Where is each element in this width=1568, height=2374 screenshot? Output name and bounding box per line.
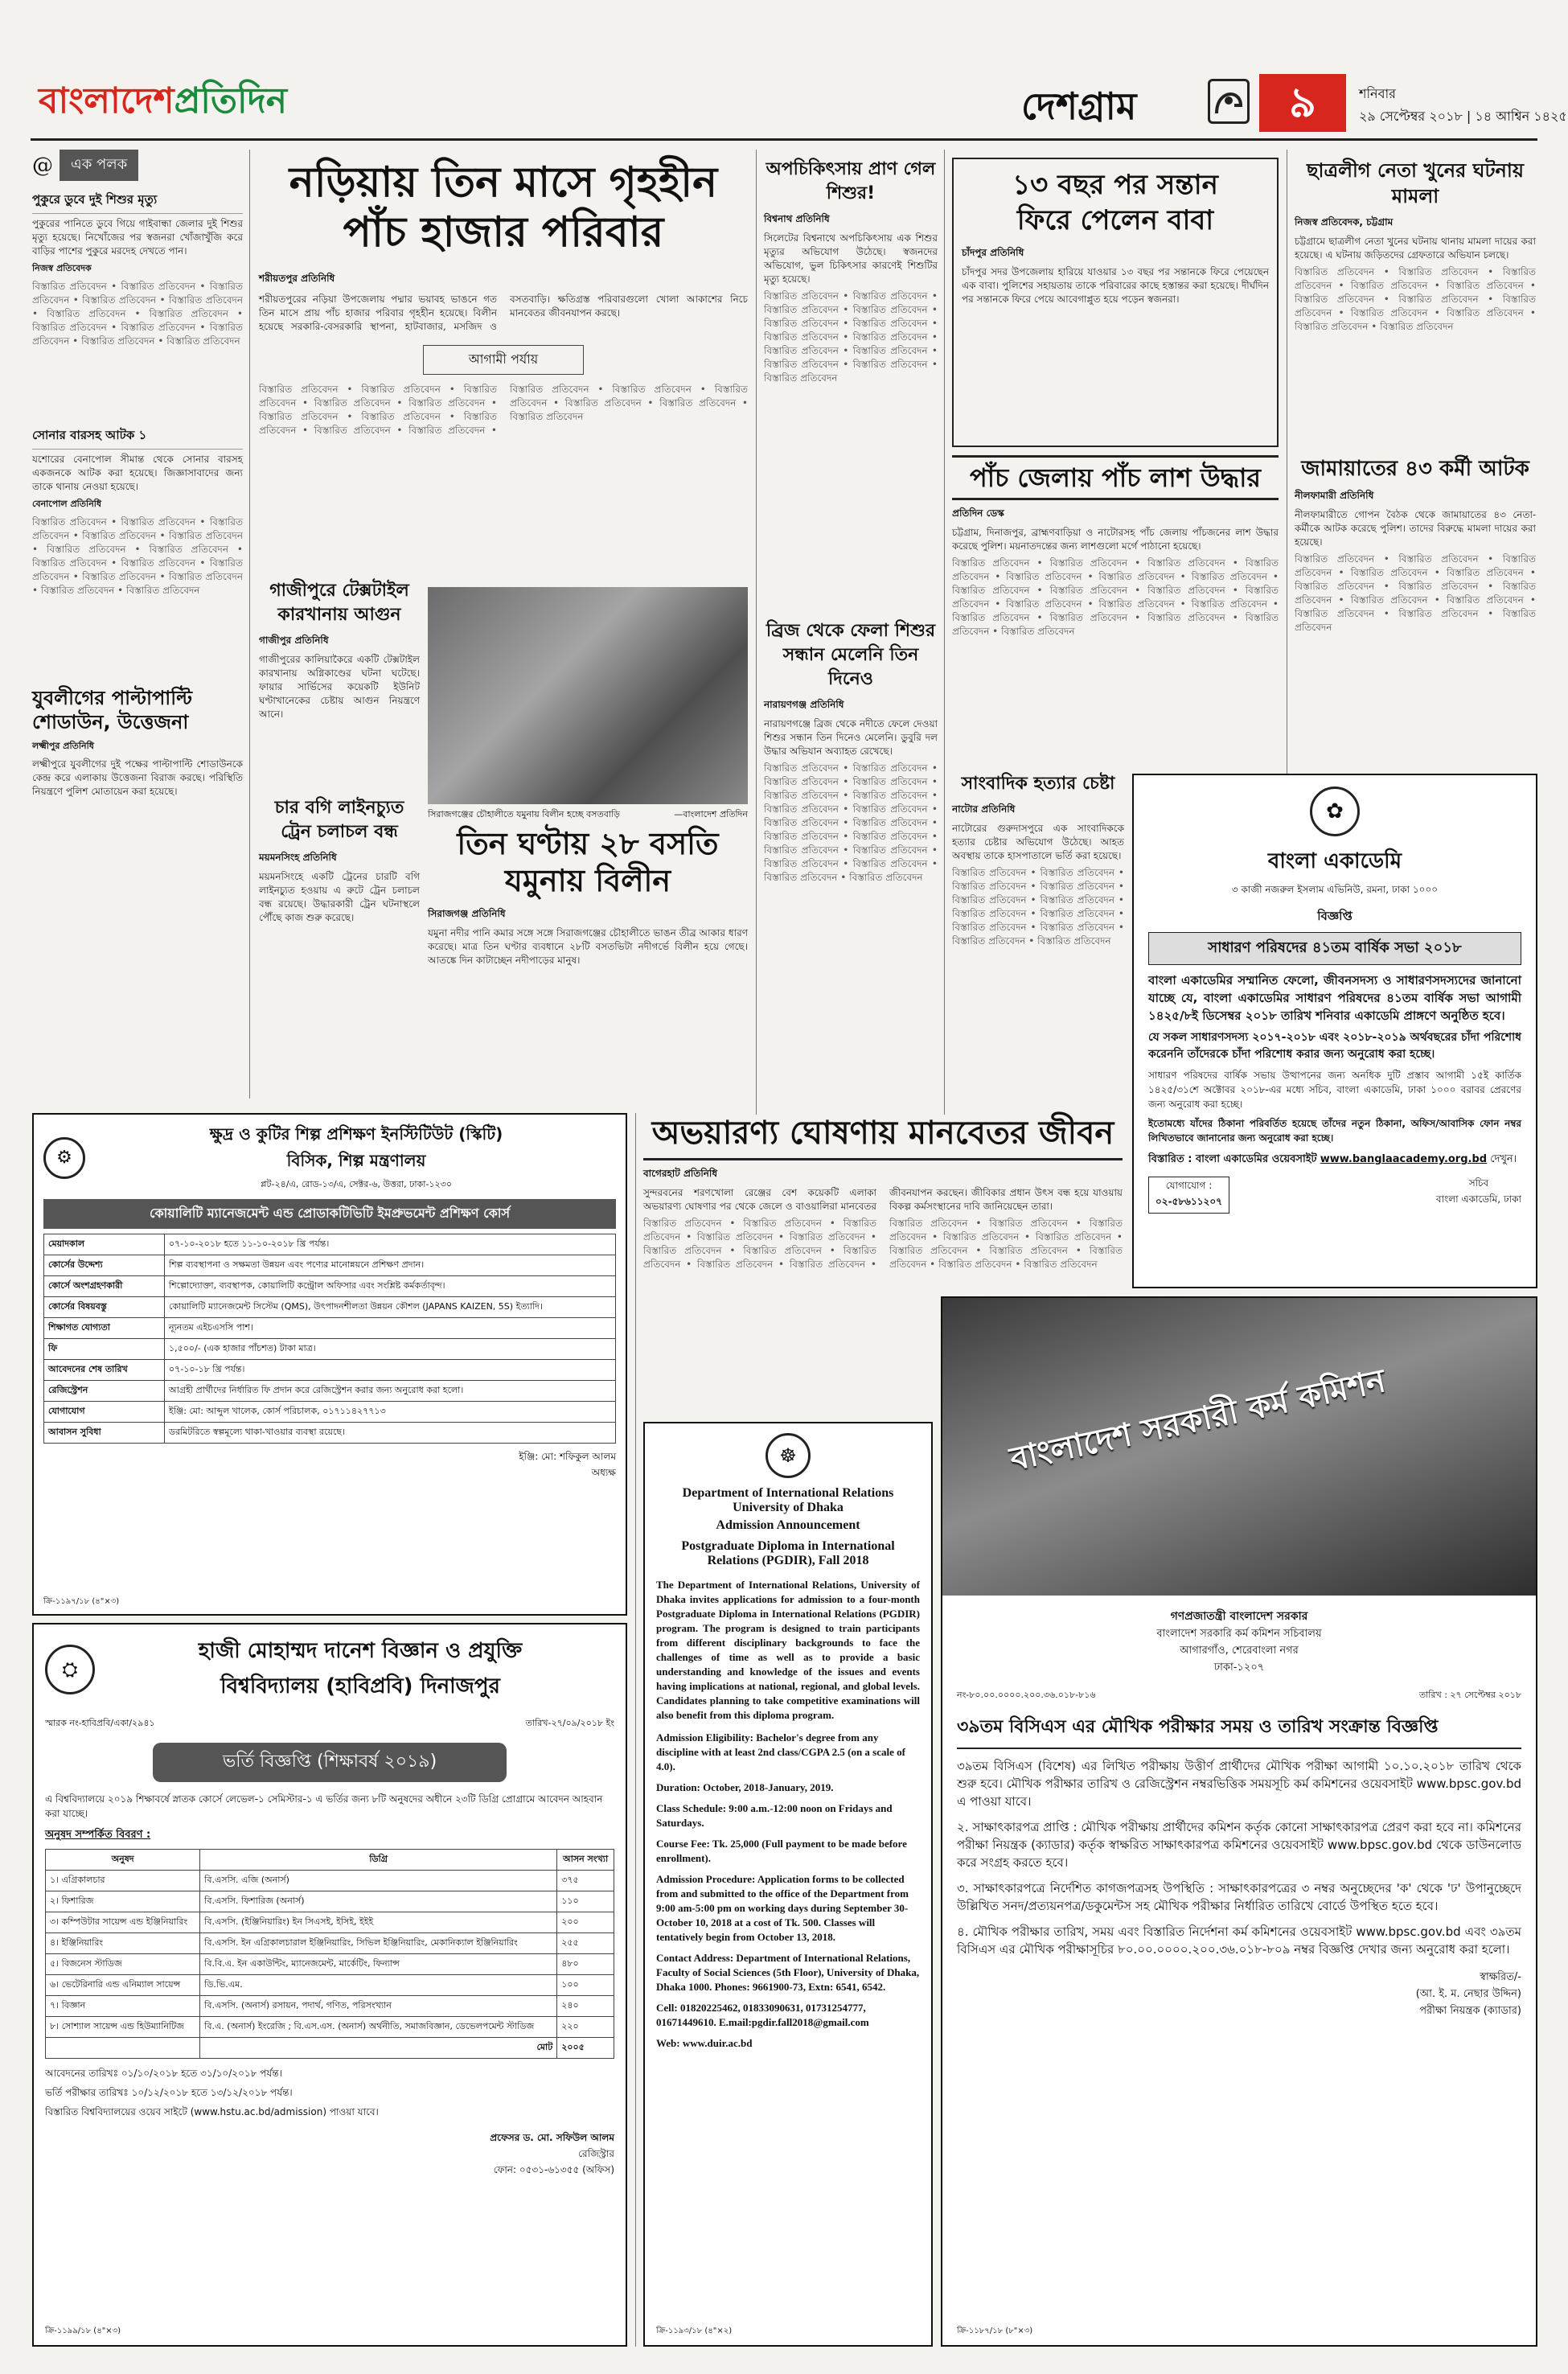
child-death-byline: বিশ্বনাথ প্রতিনিধি [764, 213, 830, 224]
river-headline-line-2: যমুনায় বিলীন [504, 863, 671, 898]
row-label: মেয়াদকাল [44, 1234, 165, 1255]
row-value: শিল্প ব্যবস্থাপনা ও সক্ষমতা উন্নয়ন এবং পণ্যের মানোন্নয়নে প্রশিক্ষণ প্রদান। [165, 1255, 616, 1276]
scitech-header [43, 1123, 616, 1193]
hstu-intro: এ বিশ্ববিদ্যালয়ে ২০১৯ শিক্ষাবর্ষে স্নাতক কোর্সে লেভেল-১ সেমিস্টার-১ এ ভর্তির জন্য ৮টি অনুষদের অধীনে ২৩টি ডিগ্রি প্রোগ্রামে আবেদন আহবান করা যাচ্ছে। [45, 1793, 603, 1819]
spiral-icon: @ [32, 153, 53, 178]
bpsc-body-1: ৩৯তম বিসিএস (বিশেষ) এর লিখিত পরীক্ষায় উত্তীর্ণ প্রার্থীদের মৌখিক পরীক্ষা আগামী ১০.১০.২০১৮ তারিখ থেকে শুরু হবে। মৌখিক পরীক্ষার তারিখ ও রেজিস্ট্রেশন নম্বরভিত্তিক সময়সূচি কর্ম কমিশনের ওয়েবসাইট www.bpsc.gov.bd এ পাওয়া যাবে। [957, 1759, 1521, 1809]
row-value: ন্যূনতম এইচএসসি পাশ। [165, 1318, 616, 1339]
hstu-apply-2: ভর্তি পরীক্ষার তারিখঃ ১০/১২/২০১৮ হতে ১৩/১২/২০১৮ পর্যন্ত। [45, 2087, 293, 2098]
total-value: ২০০৫ [557, 2038, 614, 2059]
scitech-ref: ক্রি-১১৯৭/১৮ (৪"×৩) [43, 1597, 120, 1606]
du-procedure: Admission Procedure: Application forms to be collected from and submitted to the office of the Department from 9:00 am-5:00 pm on working days during September 30-October 10, 2018 at a cost of Tk. 500. Classes will tentatively begin from October 13, 2018. [656, 1873, 909, 1943]
table-cell: বি.এ. (অনার্স) ইংরেজি ; বি.এস.এস. (অনার্স) অর্থনীতি, সমাজবিজ্ঞান, ডেভেলপমেন্ট স্টাডিজ [200, 2017, 557, 2038]
filler-text: বিস্তারিত প্রতিবেদন • বিস্তারিত প্রতিবেদন • বিস্তারিত প্রতিবেদন • বিস্তারিত প্রতিবেদন • বিস্তারিত প্রতিবেদন • বিস্তারিত প্রতিবেদন • বিস্তারিত প্রতিবেদন • বিস্তারিত প্রতিবেদন • বিস্তারিত প্রতিবেদন • বিস্তারিত প্রতিবেদন • বিস্তারিত প্রতিবেদন • বিস্তারিত প্রতিবেদন [952, 867, 1124, 947]
du-seal-icon: ☸ [766, 1433, 811, 1478]
lead-headline [259, 158, 748, 257]
brief-tag: এক পলক [60, 150, 138, 181]
textile-headline: গাজীপুরে টেক্সটাইল কারখানায় আগুন [269, 581, 409, 625]
sanctuary-byline: বাগেরহাট প্রতিনিধি [643, 1168, 718, 1179]
academy-website-label: বিস্তারিত : বাংলা একাডেমির ওয়েবসাইট [1148, 1153, 1317, 1165]
paper-name[interactable] [39, 74, 287, 133]
jamaat-byline: নীলফামারী প্রতিনিধি [1295, 490, 1374, 501]
hstu-header [45, 1634, 614, 1705]
table-cell [46, 2038, 200, 2059]
divider [249, 150, 250, 1099]
paper-name-a: বাংলাদেশ [39, 80, 174, 121]
academy-signer-title: সচিব [1468, 1177, 1489, 1189]
academy-website-suffix: দেখুন। [1490, 1153, 1517, 1165]
row-value: ১,৫০০/- (এক হাজার পাঁচশত) টাকা মাত্র। [165, 1339, 616, 1360]
chhatraleague-body: চট্টগ্রামে ছাত্রলীগ নেতা খুনের ঘটনায় থানায় মামলা দায়ের করা হয়েছে। এ ঘটনায় জড়িতদের গ্রেফতারে অভিযান চলছে। [1295, 236, 1536, 261]
hstu-signer-title: রেজিস্ট্রার [578, 2148, 614, 2159]
bpsc-signer-title: পরীক্ষা নিয়ন্ত্রক (ক্যাডার) [1419, 2005, 1521, 2017]
chhatraleague-byline: নিজস্ব প্রতিবেদক, চট্টগ্রাম [1295, 216, 1394, 228]
table-cell: ১১০ [557, 1891, 614, 1912]
scitech-signer-name: ইঞ্জি: মো: শফিকুল আলম [519, 1451, 616, 1462]
jamaat-body: নীলফামারীতে গোপন বৈঠক থেকে জামায়াতের ৪৩ নেতা-কর্মীকে আটক করেছে পুলিশ। তাদের বিরুদ্ধে মামলা দায়ের করা হয়েছে। [1295, 509, 1536, 548]
brief-byline: বেনাপোল প্রতিনিধি [32, 499, 102, 509]
lead-pull-quote [423, 345, 584, 375]
table-row [46, 1912, 614, 1933]
brief-item[interactable] [32, 426, 243, 676]
row-value: কোয়ালিটি ম্যানেজমেন্ট সিস্টেম (QMS), উৎপাদনশীলতা উন্নয়ন কৌশল (JAPANS KAIZEN, 5S) ইত্যাদি। [165, 1297, 616, 1318]
du-schedule: Class Schedule: 9:00 a.m.-12:00 noon on Fridays and Saturdays. [656, 1802, 893, 1829]
column-header: অনুষদ [46, 1850, 200, 1871]
academy-org: বাংলা একাডেমি [1267, 849, 1402, 873]
photo-caption [428, 807, 748, 823]
hstu-apply-1: আবেদনের তারিখঃ ০১/১০/২০১৮ হতে ৩১/১০/২০১৮ পর্যন্ত। [45, 2068, 282, 2079]
river-headline [428, 825, 748, 899]
hstu-title-1: হাজী মোহাম্মদ দানেশ বিজ্ঞান ও প্রযুক্তি [198, 1639, 523, 1663]
row-label: রেজিস্ট্রেশন [44, 1381, 165, 1402]
table-row [44, 1423, 616, 1444]
bpsc-ad[interactable] [941, 1296, 1537, 2347]
lead-headline-line-2: পাঁচ হাজার পরিবার [343, 208, 664, 257]
bpsc-building-photo [942, 1298, 1536, 1596]
du-title: Admission Announcement [716, 1518, 860, 1532]
child-death-body: সিলেটের বিশ্বনাথে অপচিকিৎসায় এক শিশুর মৃত্যুর অভিযোগ উঠেছে। স্বজনদের অভিযোগ, ভুল চিকিৎসার কারণেই শিশুটির মৃত্যু হয়েছে। [764, 232, 938, 285]
table-cell: ৭। বিজ্ঞান [46, 1996, 200, 2017]
academy-body-3: সাধারণ পরিষদের বার্ষিক সভায় উত্থাপনের জন্য অনধিক দুটি প্রস্তাব আগামী ১৫ই কার্তিক ১৪২৫/৩১শে অক্টোবর ২০১৮-এর মধ্যে সচিব, বাংলা একাডেমি, ঢাকা ১০০০ বরাবর প্রেরণের জন্য অনুরোধ করা হচ্ছে। [1148, 1070, 1521, 1110]
brief-body: যশোরের বেনাপোল সীমান্ত থেকে সোনার বারসহ একজনকে আটক করা হয়েছে। জিজ্ঞাসাবাদের জন্য তাকে থানায় নেওয়া হয়েছে। [32, 454, 243, 492]
bodies-byline: প্রতিদিন ডেস্ক [952, 507, 1004, 519]
academy-address: ৩ কাজী নজরুল ইসলাম এভিনিউ, রমনা, ঢাকা ১০০০ [1231, 884, 1439, 895]
table-row [46, 2017, 614, 2038]
table-cell: বি.এসসি. (অনার্স) রসায়ন, পদার্থ, গণিত, পরিসংখ্যান [200, 1996, 557, 2017]
textile-byline: গাজীপুর প্রতিনিধি [259, 635, 329, 646]
father-headline [962, 167, 1269, 238]
hstu-phone: ফোন: ০৫৩১-৬১৩৫৫ (অফিস) [493, 2164, 614, 2175]
table-row [46, 1871, 614, 1891]
pull-quote-text: আগামী পর্যায় [468, 351, 539, 367]
du-duration: Duration: October, 2018-January, 2019. [656, 1781, 834, 1793]
divider [756, 150, 757, 1115]
jamaat-story[interactable] [1295, 455, 1536, 769]
hstu-signer [45, 2131, 614, 2179]
scitech-subtitle: বিসিক, শিল্প মন্ত্রণালয় [286, 1151, 426, 1170]
scitech-logo-icon: ⚙ [43, 1137, 85, 1179]
row-label: কোর্সের বিষয়বস্তু [44, 1297, 165, 1318]
train-body: ময়মনসিংহে একটি ট্রেনের চারটি বগি লাইনচ্যুত হওয়ায় এ রুটে ট্রেন চলাচল বন্ধ রয়েছে। উদ্ধারকারী ট্রেন ঘটনাস্থলে পৌঁছে কাজ শুরু করেছে। [259, 871, 420, 923]
table-cell: ১০০ [557, 1975, 614, 1996]
bpsc-ref: ক্রি-১১৮৭/১৮ (৮"×৩) [957, 2327, 1033, 2335]
lead-body: শরীয়তপুরের নড়িয়া উপজেলায় পদ্মার ভয়াবহ ভাঙনে গত তিন মাসে প্রায় পাঁচ হাজার পরিবার গৃহহীন হয়েছে। বিলীন হয়েছে সরকারি-বেসরকারি স্থাপনা, হাটবাজার, মসজিদ ও বসতবাড়ি। ক্ষতিগ্রস্ত পরিবারগুলো খোলা আকাশের নিচে মানবেতর জীবনযাপন করছে। [259, 294, 748, 332]
textile-body: গাজীপুরের কালিয়াকৈরে একটি টেক্সটাইল কারখানায় অগ্নিকাণ্ডের ঘটনা ঘটেছে। ফায়ার সার্ভিসের কয়েকটি ইউনিট ঘণ্টাখানেকের চেষ্টায় আগুন নিয়ন্ত্রণে আনে। [259, 654, 420, 720]
filler-text: বিস্তারিত প্রতিবেদন • বিস্তারিত প্রতিবেদন • বিস্তারিত প্রতিবেদন • বিস্তারিত প্রতিবেদন • বিস্তারিত প্রতিবেদন • বিস্তারিত প্রতিবেদন • বিস্তারিত প্রতিবেদন • বিস্তারিত প্রতিবেদন • বিস্তারিত প্রতিবেদন • বিস্তারিত প্রতিবেদন • বিস্তারিত প্রতিবেদন • বিস্তারিত প্রতিবেদন • বিস্তারিত প্রতিবেদন • বিস্তারিত প্রতিবেদন • বিস্তারিত প্রতিবেদন • বিস্তারিত প্রতিবেদন • বিস্তারিত প্রতিবেদন • বিস্তারিত প্রতিবেদন • বিস্তারিত প্রতিবেদন [952, 557, 1279, 637]
academy-event: সাধারণ পরিষদের ৪১তম বার্ষিক সভা ২০১৮ [1148, 932, 1521, 965]
brief-byline: লক্ষ্মীপুর প্রতিনিধি [32, 741, 94, 751]
brief-item[interactable] [32, 191, 243, 417]
du-web[interactable]: Web: www.duir.ac.bd [656, 2037, 753, 2049]
scitech-course-banner: কোয়ালিটি ম্যানেজমেন্ট এন্ড প্রোডাকটিভিটি ইমপ্রুভমেন্ট প্রশিক্ষণ কোর্স [43, 1199, 616, 1229]
table-cell: বি.এসসি. ইন এগ্রিকালচারাল ইঞ্জিনিয়ারিং, সিভিল ইঞ্জিনিয়ারিং, মেকানিক্যাল ইঞ্জিনিয়ারিং [200, 1933, 557, 1954]
brief-title: সোনার বারসহ আটক ১ [32, 426, 243, 450]
hstu-table [45, 1849, 614, 2059]
filler-text: বিস্তারিত প্রতিবেদন • বিস্তারিত প্রতিবেদন • বিস্তারিত প্রতিবেদন • বিস্তারিত প্রতিবেদন • বিস্তারিত প্রতিবেদন • বিস্তারিত প্রতিবেদন • বিস্তারিত প্রতিবেদন • বিস্তারিত প্রতিবেদন • বিস্তারিত প্রতিবেদন • বিস্তারিত প্রতিবেদন • বিস্তারিত প্রতিবেদন • বিস্তারিত প্রতিবেদন • বিস্তারিত প্রতিবেদন • বিস্তারিত প্রতিবেদন • বিস্তারিত প্রতিবেদন • বিস্তারিত প্রতিবেদন • বিস্তারিত প্রতিবেদন • বিস্তারিত প্রতিবেদন [764, 762, 938, 883]
scitech-signer-title: অধ্যক্ষ [591, 1467, 616, 1478]
table-row [44, 1255, 616, 1276]
brief-body: লক্ষ্মীপুরে যুবলীগের দুই পক্ষের পাল্টাপাল্টি শোডাউনকে কেন্দ্র করে এলাকায় উত্তেজনা বিরাজ করছে। পরিস্থিতি নিয়ন্ত্রণে পুলিশ মোতায়েন করা হয়েছে। [32, 758, 243, 797]
bpsc-body-4: ৪. মৌখিক পরীক্ষার তারিখ, সময় এবং বিস্তারিত নির্দেশনা কর্ম কমিশনের ওয়েবসাইট www.bpsc.gov.bd এবং ৩৯তম বিসিএস এর মৌখিক পরীক্ষাসূচির ৮০.০০.০০০০.২০০.৩৬.০১৮-৮০৯ নম্বর বিজ্ঞপ্তি দেখার জন্য অনুরোধ করা হলো। [957, 1924, 1521, 1957]
lead-byline: শরীয়তপুর প্রতিনিধি [259, 273, 335, 284]
table-cell: বি.এসসি. ফিশারিজ (অনার্স) [200, 1891, 557, 1912]
du-cell: Cell: 01820225462, 01833090631, 01731254777, 01671449610. E.mail:pgdir.fall2018@gmail.com [656, 2002, 869, 2028]
filler-text: বিস্তারিত প্রতিবেদন • বিস্তারিত প্রতিবেদন • বিস্তারিত প্রতিবেদন • বিস্তারিত প্রতিবেদন • বিস্তারিত প্রতিবেদন • বিস্তারিত প্রতিবেদন • বিস্তারিত প্রতিবেদন • বিস্তারিত প্রতিবেদন • বিস্তারিত প্রতিবেদন • বিস্তারিত প্রতিবেদন • বিস্তারিত প্রতিবেদন • বিস্তারিত প্রতিবেদন [1295, 266, 1536, 332]
sanctuary-headline: অভয়ারণ্য ঘোষণায় মানবেতর জীবন [643, 1113, 1123, 1160]
table-cell: ৩৭৫ [557, 1871, 614, 1891]
du-ref: ক্রি-১১৯৩/১৮ (৪"×২) [656, 2327, 733, 2335]
table-cell: ৩। কম্পিউটার সায়েন্স এন্ড ইঞ্জিনিয়ারিং [46, 1912, 200, 1933]
river-byline: সিরাজগঞ্জ প্রতিনিধি [428, 908, 506, 919]
hstu-memo: স্মারক নং-হাবিপ্রবি/একা/২৯৪১ [45, 1718, 155, 1728]
table-row [46, 1891, 614, 1912]
father-byline: চাঁদপুর প্রতিনিধি [962, 247, 1024, 258]
brief-body: পুকুরের পানিতে ডুবে গিয়ে গাইবান্ধা জেলার দুই শিশুর মৃত্যু হয়েছে। নিখোঁজের পর স্বজনরা খোঁজাখুঁজি করে বাড়ির পাশের পুকুরে মরদেহ দেখতে পান। [32, 218, 243, 257]
bpsc-memo-line [957, 1688, 1521, 1703]
du-fee: Course Fee: Tk. 25,000 (Full payment to be made before enrollment). [656, 1838, 907, 1864]
row-value: ইঞ্জি: মো: আব্দুল খালেক, কোর্স পরিচালক, ০১৭১১৪২৭৭১৩ [165, 1402, 616, 1423]
scitech-table [43, 1234, 616, 1444]
academy-website-link[interactable]: www.banglaacademy.org.bd [1320, 1153, 1488, 1165]
caption-credit: —বাংলাদেশ প্রতিদিন [674, 809, 748, 819]
scitech-address: প্লট-২৪/এ, রোড-১৩/এ, সেক্টর-৬, উত্তরা, ঢাকা-১২৩০ [260, 1179, 453, 1189]
divider [635, 1113, 636, 2347]
table-row [44, 1318, 616, 1339]
table-row [46, 1954, 614, 1975]
hstu-ad[interactable] [32, 1623, 627, 2347]
caption-text: সিরাজগঞ্জের চৌহালীতে যমুনায় বিলীন হচ্ছে বসতবাড়ি [428, 809, 621, 819]
bodies-story[interactable] [952, 455, 1279, 761]
academy-contact-box [1148, 1177, 1229, 1214]
hstu-notice-banner: ভর্তি বিজ্ঞপ্তি (শিক্ষাবর্ষ ২০১৯) [153, 1743, 507, 1782]
journalist-headline: সাংবাদিক হত্যার চেষ্টা [961, 774, 1115, 794]
table-row [44, 1234, 616, 1255]
table-cell: ২৫৫ [557, 1933, 614, 1954]
row-label: আবাসন সুবিধা [44, 1423, 165, 1444]
row-value: ডরমিটরিতে স্বল্পমূল্যে থাকা-খাওয়ার ব্যবস্থা রয়েছে। [165, 1423, 616, 1444]
table-cell: ৮। সোশ্যাল সায়েন্স এন্ড হিউম্যানিটিজ [46, 2017, 200, 2038]
bpsc-date: তারিখ : ২৭ সেপ্টেম্বর ২০১৮ [1418, 1690, 1521, 1700]
paper-name-b: প্রতিদিন [174, 80, 287, 121]
hstu-title-2: বিশ্ববিদ্যালয় (হাবিপ্রবি) দিনাজপুর [220, 1674, 500, 1698]
table-cell: ১। এগ্রিকালচার [46, 1871, 200, 1891]
total-label: মোট [200, 2038, 557, 2059]
table-cell: ৬। ভেটেরিনারি এন্ড এনিম্যাল সায়েন্স [46, 1975, 200, 1996]
table-row [44, 1402, 616, 1423]
table-row [44, 1360, 616, 1381]
du-eligibility: Admission Eligibility: Bachelor's degree from any discipline with at least 2nd class/CGPA 2.5 (on a scale of 4.0). [656, 1731, 905, 1772]
hstu-signer-name: প্রফেসর ড. মো. সফিউল আলম [490, 2132, 614, 2143]
column-header: ডিগ্রি [200, 1850, 557, 1871]
page-number-badge [1259, 74, 1346, 132]
hstu-ref: ক্রি-১১৯৯/১৮ (৪"×৩) [45, 2327, 121, 2335]
table-row [44, 1297, 616, 1318]
train-byline: ময়মনসিংহ প্রতিনিধি [259, 852, 337, 863]
chhatraleague-story[interactable] [1295, 158, 1536, 447]
textile-story[interactable] [259, 579, 420, 788]
river-headline-line-1: তিন ঘণ্টায় ২৮ বসতি [457, 826, 719, 861]
issue-date: ২৯ সেপ্টেম্বর ২০১৮ | ১৪ আশ্বিন ১৪২৫ [1359, 109, 1567, 124]
scitech-signer [43, 1450, 616, 1482]
du-program: Postgraduate Diploma in International Relations (PGDIR), Fall 2018 [681, 1539, 895, 1567]
table-row [46, 1975, 614, 1996]
bpsc-signer [957, 1969, 1521, 2020]
filler-text: বিস্তারিত প্রতিবেদন • বিস্তারিত প্রতিবেদন • বিস্তারিত প্রতিবেদন • বিস্তারিত প্রতিবেদন • বিস্তারিত প্রতিবেদন • বিস্তারিত প্রতিবেদন • বিস্তারিত প্রতিবেদন • বিস্তারিত প্রতিবেদন • বিস্তারিত প্রতিবেদন • বিস্তারিত প্রতিবেদন • বিস্তারিত প্রতিবেদন • বিস্তারিত প্রতিবেদন • বিস্তারিত প্রতিবেদন • বিস্তারিত প্রতিবেদন • বিস্তারিত প্রতিবেদন • বিস্তারিত প্রতিবেদন • বিস্তারিত প্রতিবেদন • বিস্তারিত প্রতিবেদন • বিস্তারিত প্রতিবেদন • বিস্তারিত প্রতিবেদন [643, 1218, 1123, 1270]
row-label: কোর্সে অংশগ্রহণকারী [44, 1276, 165, 1297]
child-death-headline: অপচিকিৎসায় প্রাণ গেল শিশুর! [766, 159, 936, 203]
bangla-academy-ad[interactable] [1132, 774, 1537, 1288]
bodies-headline: পাঁচ জেলায় পাঁচ লাশ উদ্ধার [952, 455, 1279, 500]
river-story[interactable] [428, 825, 748, 1090]
table-cell: ২৪০ [557, 1996, 614, 2017]
section-title: দেশগ্রাম [1021, 84, 1137, 128]
scitech-ad[interactable] [32, 1113, 627, 1616]
row-label: ফি [44, 1339, 165, 1360]
filler-text: বিস্তারিত প্রতিবেদন • বিস্তারিত প্রতিবেদন • বিস্তারিত প্রতিবেদন • বিস্তারিত প্রতিবেদন • বিস্তারিত প্রতিবেদন • বিস্তারিত প্রতিবেদন • বিস্তারিত প্রতিবেদন • বিস্তারিত প্রতিবেদন • বিস্তারিত প্রতিবেদন • বিস্তারিত প্রতিবেদন • বিস্তারিত প্রতিবেদন • বিস্তারিত প্রতিবেদন • বিস্তারিত প্রতিবেদন [1295, 553, 1536, 633]
row-value: ০৭-১০-২০১৮ হতে ১১-১০-২০১৮ খ্রি পর্যন্ত। [165, 1234, 616, 1255]
journalist-body: নাটোরের গুরুদাসপুরে এক সাংবাদিককে হত্যার চেষ্টার অভিযোগ উঠেছে। আহত অবস্থায় তাকে হাসপাতালে ভর্তি করা হয়েছে। [952, 823, 1124, 861]
table-cell: ডি.ভি.এম. [200, 1975, 557, 1996]
row-label: শিক্ষাগত যোগ্যতা [44, 1318, 165, 1339]
father-headline-line-1: ১৩ বছর পর সন্তান [1012, 169, 1218, 201]
academy-notice: বিজ্ঞপ্তি [1317, 909, 1353, 923]
hstu-date: তারিখ-২৭/০৯/২০১৮ ইং [525, 1718, 614, 1728]
bpsc-photo-sign: বাংলাদেশ সরকারী কর্ম কমিশন [1007, 1362, 1389, 1478]
table-cell: ৪। ইঞ্জিনিয়ারিং [46, 1933, 200, 1954]
bpsc-signer-label: স্বাক্ষরিত/- [1480, 1971, 1521, 1983]
logo-mark-icon [1208, 79, 1250, 124]
brief-title: পুকুরে ডুবে দুই শিশুর মৃত্যু [32, 191, 243, 214]
child-death-story[interactable] [764, 158, 938, 511]
bpsc-address-2: ঢাকা-১২০৭ [1213, 1661, 1265, 1674]
journalist-story[interactable] [952, 772, 1124, 1094]
bridge-body: নারায়ণগঞ্জে ব্রিজ থেকে নদীতে ফেলে দেওয়া শিশুর সন্ধান তিন দিনেও মেলেনি। ডুবুরি দল উদ্ধার অভিযান অব্যাহত রেখেছে। [764, 718, 938, 757]
academy-contact-label: যোগাযোগ : [1165, 1180, 1213, 1191]
brief-byline: নিজস্ব প্রতিবেদক [32, 263, 92, 273]
bangla-academy-seal-icon: ✿ [1310, 787, 1360, 836]
academy-signer [1436, 1177, 1521, 1214]
table-cell: বি.এসসি. (ইঞ্জিনিয়ারিং) ইন সিএসই, ইসিই, ইইই [200, 1912, 557, 1933]
table-row [46, 1933, 614, 1954]
journalist-byline: নাটোর প্রতিনিধি [952, 803, 1016, 815]
bpsc-org: বাংলাদেশ সরকারি কর্ম কমিশন সচিবালয় [1156, 1628, 1322, 1640]
column-header: আসন সংখ্যা [557, 1850, 614, 1871]
lead-headline-line-1: নড়িয়ায় তিন মাসে গৃহহীন [289, 158, 718, 207]
row-label: আবেদনের শেষ তারিখ [44, 1360, 165, 1381]
hstu-memo-line [45, 1716, 614, 1731]
hstu-logo-icon: ⛭ [45, 1645, 95, 1694]
table-row [44, 1276, 616, 1297]
table-cell: ২২০ [557, 2017, 614, 2038]
father-headline-line-2: ফিরে পেলেন বাবা [1016, 204, 1214, 236]
du-ad[interactable] [643, 1422, 933, 2347]
bpsc-body-3: ৩. সাক্ষাৎকারপত্রে নির্দেশিত কাগজপত্রসহ উপস্থিতি : সাক্ষাৎকারপত্রের ৩ নম্বর অনুচ্ছেদের 'ক' থেকে 'ঢ' উপানুচ্ছেদে উল্লিখিত সনদ/প্রত্যয়নপত্র/ডকুমেন্টস সহ মৌখিক পরীক্ষার নির্ধারিত তারিখে বোর্ডে উপস্থিত হতে হবে। [957, 1881, 1521, 1913]
academy-body-4: ইতোমধ্যে যাঁদের ঠিকানা পরিবর্তিত হয়েছে তাঁদের নতুন ঠিকানা, অফিস/আবাসিক ফোন নম্বর লিখিতভাবে জানানোর জন্য অনুরোধ করা হচ্ছে। [1148, 1118, 1521, 1144]
father-body: চাঁদপুর সদর উপজেলায় হারিয়ে যাওয়ার ১৩ বছর পর সন্তানকে ফিরে পেয়েছেন এক বাবা। পুলিশের সহায়তায় তাকে পরিবারের কাছে হস্তান্তর করা হয়েছে। দীর্ঘদিন পর সন্তানকে ফিরে পেয়ে আবেগাপ্লুত হয়ে পড়েন স্বজনরা। [962, 266, 1269, 305]
lead-story[interactable] [259, 158, 748, 576]
bridge-story[interactable] [764, 619, 938, 1102]
weekday: শনিবার [1359, 86, 1396, 101]
jamaat-headline: জামায়াতের ৪৩ কর্মী আটক [1301, 457, 1529, 481]
masthead-rule [31, 138, 1537, 141]
scitech-title-block [96, 1123, 616, 1193]
table-header-row [46, 1850, 614, 1871]
divider [944, 150, 945, 1115]
bpsc-body-2: ২. সাক্ষাৎকারপত্র প্রাপ্তি : মৌখিক পরীক্ষায় প্রার্থীদের কমিশন কর্তৃক কোনো সাক্ষাৎকারপত্র প্রেরণ করা হবে না। কমিশনের পরীক্ষা নিয়ন্ত্রক (ক্যাডার) কর্তৃক স্বাক্ষরিত সাক্ষাৎকারপত্র কমিশনের ওয়েবসাইট www.bpsc.gov.bd থেকে ডাউনলোড করে সংগ্রহ করতে হবে। [957, 1820, 1521, 1870]
row-label: কোর্সের উদ্দেশ্য [44, 1255, 165, 1276]
filler-text: বিস্তারিত প্রতিবেদন • বিস্তারিত প্রতিবেদন • বিস্তারিত প্রতিবেদন • বিস্তারিত প্রতিবেদন • বিস্তারিত প্রতিবেদন • বিস্তারিত প্রতিবেদন • বিস্তারিত প্রতিবেদন • বিস্তারিত প্রতিবেদন • বিস্তারিত প্রতিবেদন • বিস্তারিত প্রতিবেদন • বিস্তারিত প্রতিবেদন • বিস্তারিত প্রতিবেদন • বিস্তারিত প্রতিবেদন • বিস্তারিত প্রতিবেদন • বিস্তারিত প্রতিবেদন • বিস্তারিত প্রতিবেদন [259, 384, 748, 436]
brief-header [32, 150, 243, 181]
row-label: যোগাযোগ [44, 1402, 165, 1423]
river-erosion-photo[interactable] [428, 587, 748, 804]
brief-title: যুবলীগের পাল্টাপাল্টি শোডাউন, উত্তেজনা [32, 687, 193, 733]
bpsc-memo: নং-৮০.০০.০০০০.২০০.৩৬.০১৮-৮১৬ [957, 1690, 1096, 1700]
train-headline: চার বগি লাইনচ্যুত ট্রেন চলাচল বন্ধ [274, 798, 404, 842]
table-row [44, 1339, 616, 1360]
academy-body-1: বাংলা একাডেমির সম্মানিত ফেলো, জীবনসদস্য ও সাধারণসদস্যদের জানানো যাচ্ছে যে, বাংলা একাডেমির সাধারণ পরিষদের ৪১তম বার্ষিক সভা আগামী ১৪২৫/৮ই ডিসেম্বর ২০১৮ তারিখ শনিবার একাডেমি প্রাঙ্গণে অনুষ্ঠিত হবে। [1148, 973, 1521, 1023]
du-dept: Department of International Relations [682, 1486, 894, 1500]
table-row [44, 1381, 616, 1402]
academy-signer-org: বাংলা একাডেমি, ঢাকা [1435, 1193, 1521, 1205]
hstu-title-block [106, 1634, 614, 1705]
bpsc-signer-name: (আ. ই. ম. নেছার উদ্দিন) [1415, 1988, 1521, 2000]
academy-body-2: যে সকল সাধারণসদস্য ২০১৭-২০১৮ এবং ২০১৮-২০১৯ অর্থবছরের চাঁদা পরিশোধ করেননি তাঁদেরকে চাঁদা পরিশোধ করার জন্য অনুরোধ করা হচ্ছে। [1148, 1031, 1521, 1061]
table-cell: ২। ফিশারিজ [46, 1891, 200, 1912]
bpsc-headline: ৩৯তম বিসিএস এর মৌখিক পরীক্ষার সময় ও তারিখ সংক্রান্ত বিজ্ঞপ্তি [957, 1713, 1521, 1749]
bridge-byline: নারায়ণগঞ্জ প্রতিনিধি [764, 699, 844, 710]
train-story[interactable] [259, 796, 420, 1086]
row-value: ০৭-১০-১৮ খ্রি পর্যন্ত। [165, 1360, 616, 1381]
academy-contact[interactable]: ০২-৫৮৬১১২০৭ [1155, 1196, 1222, 1207]
table-row [46, 1996, 614, 2017]
chhatraleague-headline: ছাত্রলীগ নেতা খুনের ঘটনায় মামলা [1307, 159, 1524, 207]
brief-item[interactable] [32, 686, 243, 799]
river-body: যমুনা নদীর পানি কমার সঙ্গে সঙ্গে সিরাজগঞ্জের চৌহালীতে ভাঙন তীব্র আকার ধারণ করেছে। মাত্র তিন ঘণ্টার ব্যবধানে ২৮টি বসতভিটা নদীগর্ভে বিলীন হয়ে গেছে। আতঙ্কে দিন কাটাচ্ছেন নদীপাড়ের মানুষ। [428, 927, 748, 966]
filler-text: বিস্তারিত প্রতিবেদন • বিস্তারিত প্রতিবেদন • বিস্তারিত প্রতিবেদন • বিস্তারিত প্রতিবেদন • বিস্তারিত প্রতিবেদন • বিস্তারিত প্রতিবেদন • বিস্তারিত প্রতিবেদন • বিস্তারিত প্রতিবেদন • বিস্তারিত প্রতিবেদন • বিস্তারিত প্রতিবেদন • বিস্তারিত প্রতিবেদন • বিস্তারিত প্রতিবেদন • বিস্তারিত প্রতিবেদন • বিস্তারিত প্রতিবেদন [32, 516, 243, 596]
du-body: The Department of International Relations, University of Dhaka invites applications for admission to a four-month Postgraduate Diploma in International Relations (PGDIR) program. The program is designed to train participants from different disciplinary backgrounds to face the challenges of time as well as to provide a basic understanding and knowledge of the issues and events having implications at national, regional, and global levels. Candidates planning to take competitive examinations will also benefit from this diploma program. [656, 1579, 920, 1721]
table-cell: ৫। বিজনেস স্টাডিজ [46, 1954, 200, 1975]
row-value: আগ্রহী প্রার্থীদের নির্ধারিত ফি প্রদান করে রেজিস্ট্রেশন করার জন্য অনুরোধ করা হলো। [165, 1381, 616, 1402]
masthead [0, 0, 1568, 138]
page-number: ৯ [1289, 79, 1316, 127]
academy-footer [1148, 1177, 1521, 1214]
row-value: শিল্পোদ্যোক্তা, ব্যবস্থাপক, কোয়ালিটি কন্ট্রোল অফিসার এবং সংশ্লিষ্ট কর্মকর্তাবৃন্দ। [165, 1276, 616, 1297]
du-contact: Contact Address: Department of International Relations, Faculty of Social Sciences (5th Floor), University of Dhaka, Dhaka 1000. Phones: 9661900-73, Extn: 6541, 6542. [656, 1952, 920, 1993]
hstu-table-title: অনুষদ সম্পর্কিত বিবরণ : [45, 1829, 151, 1841]
sanctuary-body: সুন্দরবনের শরণখোলা রেঞ্জের বেশ কয়েকটি এলাকা অভয়ারণ্য ঘোষণার পর থেকে জেলে ও বাওয়ালিরা মানবেতর জীবনযাপন করছেন। জীবিকার প্রধান উৎস বন্ধ হয়ে যাওয়ায় বিকল্প কর্মসংস্থানের দাবি জানিয়েছেন তারা। [643, 1187, 1123, 1212]
bridge-headline: ব্রিজ থেকে ফেলা শিশুর সন্ধান মেলেনি তিন দিনেও [766, 621, 936, 689]
du-univ: University of Dhaka [733, 1501, 844, 1514]
table-cell: ২০০ [557, 1912, 614, 1933]
scitech-title: ক্ষুদ্র ও কুটির শিল্প প্রশিক্ষণ ইনস্টিটিউট (স্কিটি) [209, 1124, 503, 1144]
table-cell: বি.এসসি. এজি (অনার্স) [200, 1871, 557, 1891]
table-total-row [46, 2038, 614, 2059]
brief-column [32, 150, 243, 1099]
bpsc-address-1: আগারগাঁও, শেরেবাংলা নগর [1180, 1645, 1299, 1657]
table-cell: ৪৮০ [557, 1954, 614, 1975]
filler-text: বিস্তারিত প্রতিবেদন • বিস্তারিত প্রতিবেদন • বিস্তারিত প্রতিবেদন • বিস্তারিত প্রতিবেদন • বিস্তারিত প্রতিবেদন • বিস্তারিত প্রতিবেদন • বিস্তারিত প্রতিবেদন • বিস্তারিত প্রতিবেদন • বিস্তারিত প্রতিবেদন • বিস্তারিত প্রতিবেদন • বিস্তারিত প্রতিবেদন • বিস্তারিত প্রতিবেদন [32, 281, 243, 347]
table-cell: বি.বি.এ. ইন একাউন্টিং, ম্যানেজমেন্ট, মার্কেটিং, ফিন্যান্স [200, 1954, 557, 1975]
filler-text: বিস্তারিত প্রতিবেদন • বিস্তারিত প্রতিবেদন • বিস্তারিত প্রতিবেদন • বিস্তারিত প্রতিবেদন • বিস্তারিত প্রতিবেদন • বিস্তারিত প্রতিবেদন • বিস্তারিত প্রতিবেদন • বিস্তারিত প্রতিবেদন • বিস্তারিত প্রতিবেদন • বিস্তারিত প্রতিবেদন • বিস্তারিত প্রতিবেদন • বিস্তারিত প্রতিবেদন • বিস্তারিত প্রতিবেদন [764, 290, 938, 384]
bodies-body: চট্টগ্রাম, দিনাজপুর, ব্রাহ্মণবাড়িয়া ও নাটোরসহ পাঁচ জেলায় পাঁচজনের লাশ উদ্ধার করেছে পুলিশ। ময়নাতদন্তের জন্য লাশগুলো মর্গে পাঠানো হয়েছে। [952, 527, 1279, 552]
hstu-apply-3: বিস্তারিত বিশ্ববিদ্যালয়ের ওয়েব সাইটে (www.hstu.ac.bd/admission) পাওয়া যাবে। [45, 2106, 379, 2117]
academy-website-line [1148, 1152, 1521, 1169]
father-story[interactable] [952, 158, 1279, 447]
bpsc-gov: গণপ্রজাতন্ত্রী বাংলাদেশ সরকার [1170, 1610, 1308, 1623]
